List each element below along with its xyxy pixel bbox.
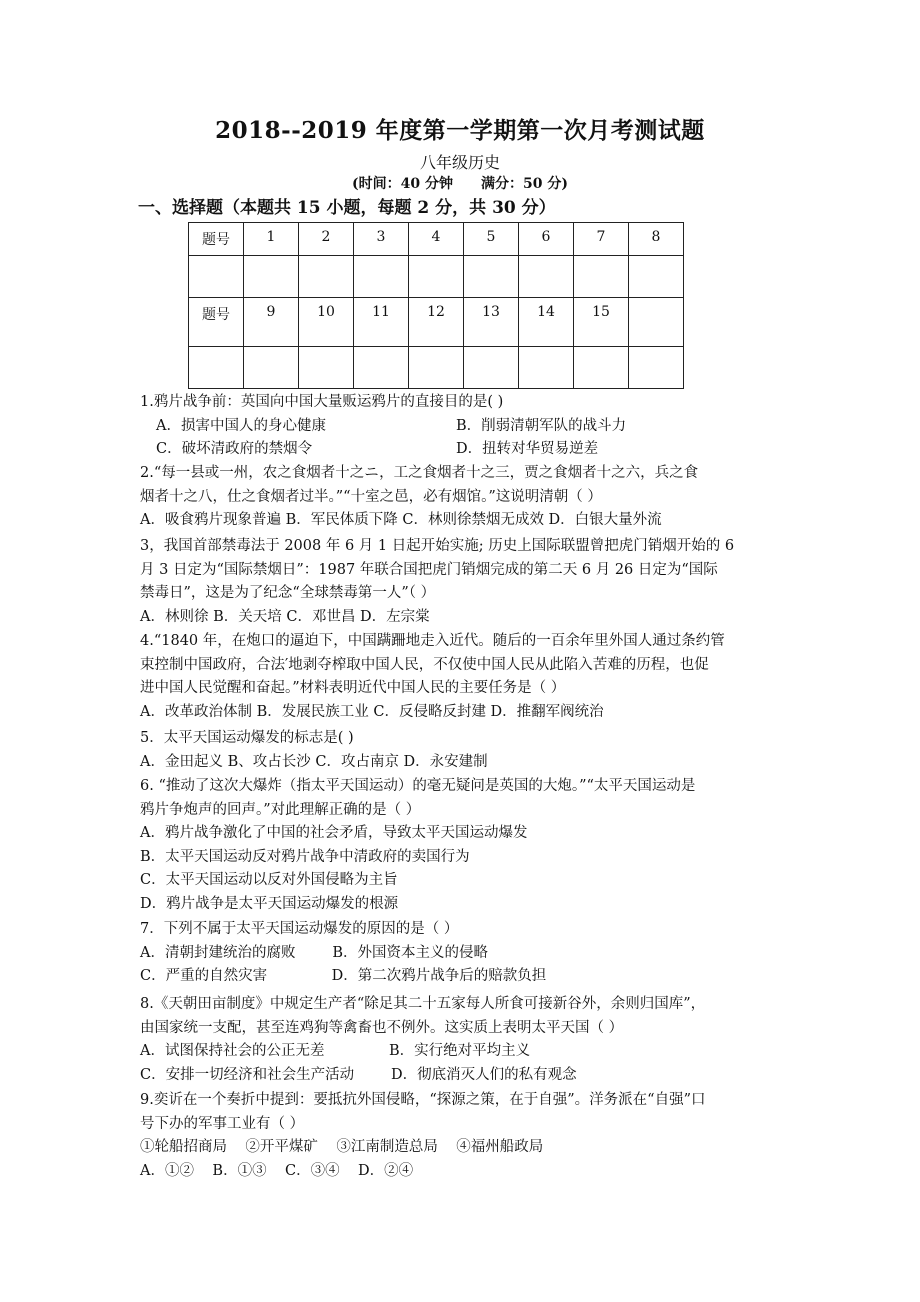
question-options: A．金田起义 B、攻占长沙 C．攻占南京 D．永安建制 [140,753,488,770]
table-cell: 7 [574,223,629,256]
section-title: 一、选择题（本题共 15 小题，每题 2 分，共 30 分） [138,198,556,218]
question-line: 进中国人民觉醒和奋起。”材料表明近代中国人民的主要任务是（ ） [140,680,566,696]
answer-cell[interactable] [299,347,354,389]
table-cell: 2 [299,223,354,256]
question-line: 6. “推动了这次大爆炸（指太平天国运动）的毫无疑问是英国的大炮。”“太平天国运动是 [140,778,696,794]
option-row [140,415,790,439]
question-line: 号下办的军事工业有（ ） [140,1115,305,1132]
question-line: 9.奕䜣在一个奏折中提到：要抵抗外国侵略，“探源之策，在于自强”。洋务派在“自强”口 [140,1092,706,1108]
table-cell [629,298,684,347]
exam-subtitle: 八年级历史 [419,153,500,172]
table-row [189,223,684,256]
answer-cell[interactable] [519,256,574,298]
question-2 [140,462,790,533]
exam-meta [0,173,920,193]
question-8 [140,993,790,1087]
option-c: C．破坏清政府的禁烟令 [156,441,313,457]
question-line: 禁毒日”，这是为了纪念“全球禁毒第一人”（ ） [140,585,436,601]
answer-cell[interactable] [519,347,574,389]
answer-cell[interactable] [354,256,409,298]
answer-cell[interactable] [409,256,464,298]
table-cell: 3 [354,223,409,256]
table-cell: 10 [299,298,354,347]
table-cell: 题号 [189,223,244,256]
question-options: A．①② B．①③ C．③④ D．②④ [140,1162,414,1179]
answer-cell[interactable] [354,347,409,389]
question-items: ①轮船招商局 ②开平煤矿 ③江南制造总局 ④福州船政局 [140,1139,544,1155]
exam-title: 2018--2019 年度第一学期第一次月考测试题 [215,117,705,144]
question-6 [140,775,790,916]
answer-row [189,256,684,298]
table-cell: 13 [464,298,519,347]
question-options: A．林则徐 B．关天培 C．邓世昌 D．左宗棠 [140,608,430,625]
option-b: B．太平天国运动反对鸦片战争中清政府的卖国行为 [140,848,470,865]
answer-cell[interactable] [629,256,684,298]
exam-time: (时间：40 分钟 [352,176,453,192]
table-row [189,298,684,347]
options-cd: C．安排一切经济和社会生产活动 D．彻底消灭人们的私有观念 [140,1066,577,1083]
answer-cell[interactable] [574,256,629,298]
question-line: 4.“1840 年，在炮口的逼迫下，中国蹒跚地走入近代。随后的一百余年里外国人通过条约管 [140,633,725,649]
table-cell: 5 [464,223,519,256]
question-line: 由国家统一支配，甚至连鸡狗等禽畜也不例外。这实质上表明太平天国（ ） [140,1019,624,1036]
question-options: A．改革政治体制 B．发展民族工业 C．反侵略反封建 D．推翻军阀统治 [140,703,604,720]
answer-cell[interactable] [299,256,354,298]
answer-table [188,222,684,389]
question-line: 烟者十之八，仕之食烟者过半。”“十室之邑，必有烟馆。”这说明清朝（ ） [140,488,602,505]
answer-cell[interactable] [574,347,629,389]
answer-cell[interactable] [464,256,519,298]
table-cell: 12 [409,298,464,347]
answer-cell[interactable] [244,256,299,298]
question-line: 月 3 日定为“国际禁烟日”：1987 年联合国把虎门销烟完成的第二天 6 月 26 日定为“国际 [140,561,718,578]
question-4 [140,630,790,724]
options-ab: A．试图保持社会的公正无差 B．实行绝对平均主义 [140,1043,531,1059]
question-stem: 1.鸦片战争前：英国向中国大量贩运鸦片的直接目的是( ) [140,394,504,410]
question-line: 3，我国首部禁毒法于 2008 年 6 月 1 日起开始实施; 历史上国际联盟曾把虎门销烟开始的 6 [140,538,735,554]
option-b: B．削弱清朝军队的战斗力 [456,417,627,434]
answer-cell[interactable] [629,347,684,389]
answer-row [189,347,684,389]
option-row [140,438,790,462]
question-3 [140,535,790,629]
option-d: D．鸦片战争是太平天国运动爆发的根源 [140,895,399,912]
question-options: A．吸食鸦片现象普遍 B．军民体质下降 C．林则徐禁烟无成效 D．白银大量外流 [140,512,662,528]
table-cell: 6 [519,223,574,256]
table-cell: 题号 [189,298,244,347]
question-line: 8.《天朝田亩制度》中规定生产者“除足其二十五家每人所食可接新谷外，余则归国库”， [140,996,706,1012]
question-line: 束控制中国政府，合法′地剥夺榨取中国人民，不仅使中国人民从此陷入苦难的历程，也促 [140,656,709,673]
table-cell: 9 [244,298,299,347]
question-7 [140,918,790,989]
table-cell: 4 [409,223,464,256]
table-cell: 1 [244,223,299,256]
table-cell: 14 [519,298,574,347]
question-line: 鸦片争炮声的回声。”对此理解正确的是（ ） [140,801,421,818]
answer-cell[interactable] [189,256,244,298]
option-c: C．太平天国运动以反对外国侵略为主旨 [140,872,398,888]
question-line: 2.“每一县或一州，农之食烟者十之ニ，工之食烟者十之三，贾之食烟者十之六，兵之食 [140,465,699,481]
option-d: D．扭转对华贸易逆差 [456,441,599,457]
question-5 [140,727,790,774]
options-ab: A．清朝封建统治的腐败 B．外国资本主义的侵略 [140,944,488,961]
question-1 [140,391,790,462]
answer-cell[interactable] [244,347,299,389]
table-cell: 8 [629,223,684,256]
option-a: A．鸦片战争激化了中国的社会矛盾，导致太平天国运动爆发 [140,825,528,841]
question-stem: 7．下列不属于太平天国运动爆发的原因的是（ ） [140,921,459,937]
answer-cell[interactable] [189,347,244,389]
exam-score: 满分：50 分) [481,176,568,192]
options-cd: C．严重的自然灾害 D．第二次鸦片战争后的赔款负担 [140,968,547,984]
answer-cell[interactable] [409,347,464,389]
question-9 [140,1089,790,1183]
table-cell: 15 [574,298,629,347]
answer-cell[interactable] [464,347,519,389]
table-cell: 11 [354,298,409,347]
option-a: A．损害中国人的身心健康 [156,417,326,434]
question-stem: 5．太平天国运动爆发的标志是( ) [140,730,354,746]
